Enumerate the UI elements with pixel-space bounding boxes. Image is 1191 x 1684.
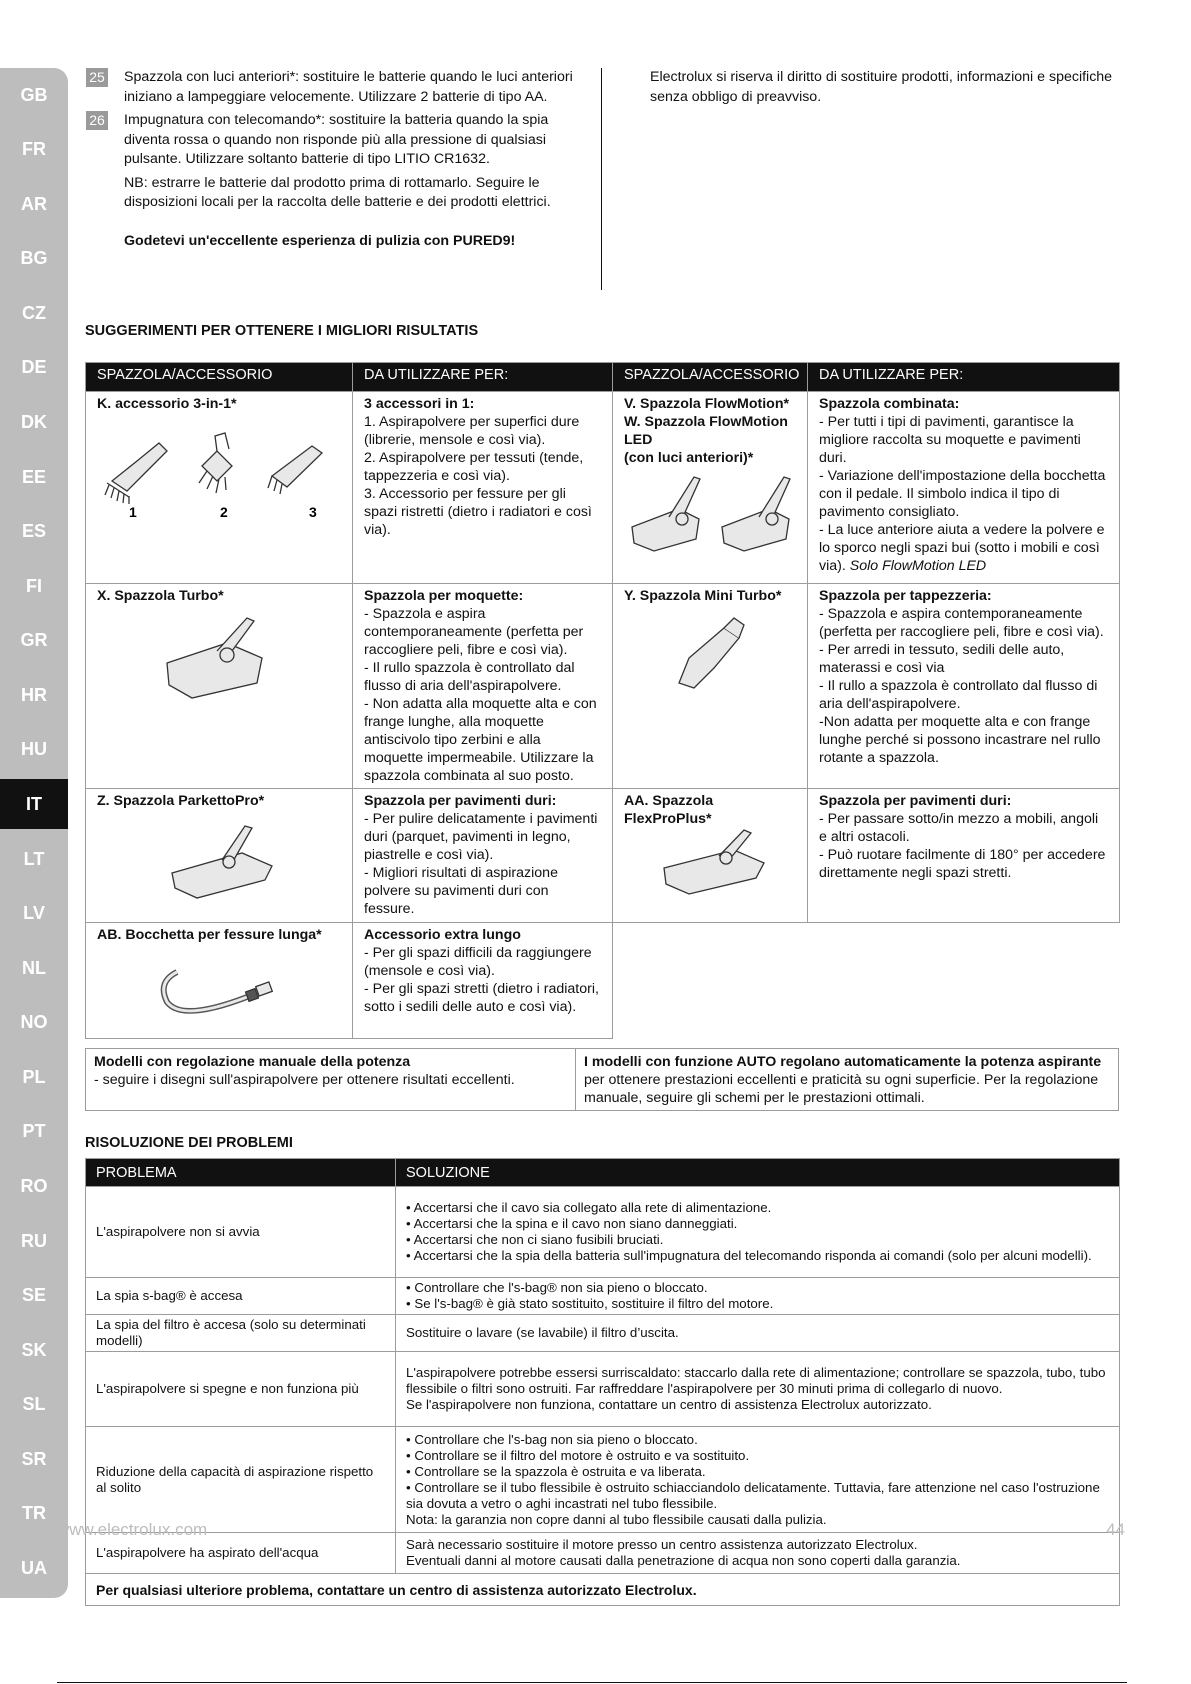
col-header: DA UTILIZZARE PER: [353,363,613,392]
item-number-badge: 25 [86,68,108,87]
auto-models-bold: I modelli con funzione AUTO regolano automaticamente la potenza aspirante [584,1054,1102,1070]
three-in-one-accessory-illustration [97,421,337,521]
problem-cell: La spia del filtro è accesa (solo su determinati modelli) [86,1315,396,1352]
lang-tab-lv[interactable]: LV [23,903,45,923]
accessory-cell [86,392,353,584]
page-number: 44 [1106,1520,1125,1539]
table-row [86,1533,1120,1574]
table-row [86,1315,1120,1352]
accessory-name: X. Spazzola Turbo* [97,588,224,604]
lang-tab-sr[interactable]: SR [21,1449,47,1469]
usage-title: 3 accessori in 1: [364,396,475,412]
troubleshooting-heading: RISOLUZIONE DEI PROBLEMI [85,1135,293,1151]
empty-cell [613,923,1120,1039]
accessory-name: AA. Spazzola FlexProPlus* [624,793,714,827]
problem-cell: L'aspirapolvere non si avvia [86,1187,396,1278]
accessory-name: K. accessorio 3-in-1* [97,396,237,412]
usage-title: Spazzola per pavimenti duri: [819,793,1012,809]
lang-tab-fi[interactable]: FI [26,576,42,596]
language-sidebar [0,68,68,1598]
accessory-name: Y. Spazzola Mini Turbo* [624,588,782,604]
manual-models-text: - seguire i disegni sull'aspirapolvere per ottenere risultati eccellenti. [94,1072,515,1088]
turbo-brush-illustration [97,613,337,703]
tips-heading: SUGGERIMENTI PER OTTENERE I MIGLIORI RISULTATIS [85,323,479,339]
col-header-problem: PROBLEMA [86,1159,396,1187]
table-row [86,1427,1120,1533]
accessory-label-2: 2 [220,504,228,520]
lang-tab-ee[interactable]: EE [21,467,46,487]
lang-tab-sk[interactable]: SK [21,1340,47,1360]
table-row [86,584,1120,789]
usage-text: - Spazzola e aspira contemporaneamente (perfetta per raccogliere peli, fibre e così via). - Il rullo spazzola è controllato dal flusso di aria dell'aspirapolvere. - Non adatta alla moquette alta e con frange lunghe, alla moquette antiscivolo tipo zerbini e alla moquette impermeabile. Utilizzare la spazzola combinata al suo posto. [364,606,597,784]
table-row [86,1187,1120,1278]
solution-cell: • Controllare che l's-bag non sia pieno o bloccato. • Controllare se il filtro del motore è ostruito e va sostituito. • Controllare se la spazzola è ostruita e va liberata. • Controllare se il tubo flessibile è ostruito schiacciandolo delicatamente. Tuttavia, fare attenzione nel caso l'ostruzione sia dovuta a vetro o aghi incastrati nel tubo flessibile. Nota: la garanzia non copre danni al tubo flessibile causati dalla pulizia. [396,1427,1120,1533]
usage-text: - Per gli spazi difficili da raggiungere (mensole e così via). - Per gli spazi stretti (dietro i radiatori, sotto i sedili delle auto e così via). [364,945,599,1015]
table-footer-row [86,1574,1120,1606]
footer-rule [57,1682,1127,1683]
tips-table [85,362,1120,1039]
table-row [86,392,1120,584]
usage-cell [353,584,613,789]
item-text: Spazzola con luci anteriori*: sostituire le batterie quando le luci anteriori iniziano a lampeggiare velocemente. Utilizzare 2 batterie di tipo AA. [124,69,573,105]
lang-tab-lt[interactable]: LT [23,849,45,869]
lang-tab-ar[interactable]: AR [21,194,47,214]
lang-tab-ua[interactable]: UA [21,1558,47,1578]
solution-cell: L'aspirapolvere potrebbe essersi surriscaldato: staccarlo dalla rete di alimentazione; controllare se spazzola, tubo, tubo flessibile o filtri sono ostruiti. Far raffreddare l'aspirapolvere per 30 minuti prima di collegarlo di nuovo. Se l'aspirapolvere non funziona, contattare un centro di assistenza Electrolux autorizzato. [396,1352,1120,1427]
usage-text-body: - Per tutti i tipi di pavimenti, garantisce la migliore raccolta su moquette e pavimenti duri. - Variazione dell'impostazione della bocchetta con il pedale. Il simbolo indica il tipo di pavimento consigliato. - La luce anteriore aiuta a vedere la polvere e lo sporco negli spazi bui (sotto i mobili e così via). [819,414,1106,574]
accessory-cell [613,392,808,584]
usage-note-italic: Solo FlowMotion LED [849,558,987,574]
mini-turbo-brush-illustration [624,613,794,693]
lang-tab-no[interactable]: NO [20,1012,48,1032]
lang-tab-nl[interactable]: NL [22,958,46,978]
problem-cell: La spia s-bag® è accesa [86,1278,396,1315]
usage-cell [808,789,1120,923]
flowmotion-nozzle-illustration [624,467,804,557]
troubleshooting-table [85,1158,1120,1606]
usage-cell [353,392,613,584]
tips-header-row [86,363,1120,392]
note-item-26 [86,111,591,170]
usage-title: Spazzola combinata: [819,396,960,412]
accessory-cell [613,789,808,923]
lang-tab-de[interactable]: DE [21,357,47,377]
flexproplus-brush-illustration [624,828,794,898]
lang-tab-fr[interactable]: FR [22,139,46,159]
accessory-cell [86,584,353,789]
item-number-badge: 26 [86,111,108,130]
lang-tab-hu[interactable]: HU [21,739,47,759]
accessory-cell [86,923,353,1039]
disposal-note: NB: estrarre le batterie dal prodotto prima di rottamarlo. Seguire le disposizioni locali per la raccolta delle batterie e dei prodotti elettrici. [124,174,551,210]
usage-title: Spazzola per moquette: [364,588,524,604]
auto-models-note [576,1049,1118,1110]
lang-tab-pt[interactable]: PT [22,1121,46,1141]
disclaimer: Electrolux si riserva il diritto di sostituire prodotti, informazioni e specifiche senza obbligo di preavviso. [650,69,1113,105]
table-row [86,923,1120,1039]
lang-tab-gb[interactable]: GB [20,85,48,105]
item-text: Impugnatura con telecomando*: sostituire la batteria quando la spia diventa rossa o quando non risponde più alla pressione di qualsiasi pulsante. Utilizzare soltanto batterie di tipo LITIO CR1632. [124,112,549,167]
usage-cell [808,392,1120,584]
usage-title: Spazzola per tappezzeria: [819,588,992,604]
usage-cell [353,789,613,923]
usage-text: - Spazzola e aspira contemporaneamente (perfetta per raccogliere peli, fibre e così via). - Per arredi in tessuto, sedili delle auto, materassi e così via - Il rullo a spazzola è controllato dal flusso di aria dell'aspirapolvere. -Non adatta per moquette alta e con frange lunghe perché si possono incastrare nel rullo rotante a spazzola. [819,606,1104,766]
col-header: DA UTILIZZARE PER: [808,363,1120,392]
accessory-name: V. Spazzola FlowMotion* W. Spazzola FlowMotion LED (con luci anteriori)* [624,396,790,466]
usage-title: Spazzola per pavimenti duri: [364,793,557,809]
usage-text: 1. Aspirapolvere per superfici dure (librerie, mensole e così via). 2. Aspirapolvere per tessuti (tende, tappezzeria e così via). 3. Accessorio per fessure per gli spazi ristretti (dietro i radiatori e così via). [364,414,592,538]
accessory-name: Z. Spazzola ParkettoPro* [97,793,265,809]
accessory-cell [86,789,353,923]
lang-tab-sl[interactable]: SL [22,1394,46,1414]
further-problems-note: Per qualsiasi ulteriore problema, contattare un centro di assistenza autorizzato Electrolux. [86,1574,1120,1606]
accessory-label-3: 3 [309,504,317,520]
troubleshooting-header-row [86,1159,1120,1187]
lang-tab-it-active[interactable]: IT [0,779,68,829]
solution-cell: • Accertarsi che il cavo sia collegato alla rete di alimentazione. • Accertarsi che la spina e il cavo non siano danneggiati. • Accertarsi che non ci siano fusibili bruciati. • Accertarsi che la spia della batteria sull'impugnatura del telecomando risponda ai comandi (solo per alcuni modelli). [396,1187,1120,1278]
auto-models-text: per ottenere prestazioni eccellenti e praticità su ogni superficie. Per la regolazione manuale, seguire gli schemi per le prestazioni ottimali. [584,1072,1099,1106]
accessory-label-1: 1 [129,504,137,520]
lang-tab-ru[interactable]: RU [21,1231,47,1251]
parkettopro-brush-illustration [97,818,337,908]
lang-tab-pl[interactable]: PL [22,1067,46,1087]
lang-tab-gr[interactable]: GR [20,630,48,650]
usage-cell [353,923,613,1039]
col-header: SPAZZOLA/ACCESSORIO [86,363,353,392]
lang-tab-es[interactable]: ES [21,521,46,541]
note-item-25 [86,68,591,107]
enjoy-message: Godetevi un'eccellente esperienza di pulizia con PURED9! [124,232,516,249]
long-crevice-nozzle-illustration [97,952,337,1022]
lang-tab-cz[interactable]: CZ [22,303,46,323]
lang-tab-dk[interactable]: DK [21,412,47,432]
problem-cell: L'aspirapolvere ha aspirato dell'acqua [86,1533,396,1574]
col-header-solution: SOLUZIONE [396,1159,1120,1187]
power-regulation-box [85,1048,1119,1111]
lang-tab-tr[interactable]: TR [22,1503,46,1523]
table-row [86,1352,1120,1427]
solution-cell: Sostituire o lavare (se lavabile) il filtro d’uscita. [396,1315,1120,1352]
battery-notes [86,68,591,249]
usage-text: - Per pulire delicatamente i pavimenti duri (parquet, pavimenti in legno, piastrelle e così via). - Migliori risultati di aspirazione polvere su pavimenti duri con fessure. [364,811,598,917]
lang-tab-ro[interactable]: RO [20,1176,48,1196]
table-row [86,1278,1120,1315]
col-header: SPAZZOLA/ACCESSORIO [613,363,808,392]
footer-url: www.electrolux.com [57,1520,208,1539]
solution-cell: Sarà necessario sostituire il motore presso un centro assistenza autorizzato Electrolux. Eventuali danni al motore causati dalla penetrazione di acqua non sono coperti dalla garanzia. [396,1533,1120,1574]
solution-cell: • Controllare che l's-bag® non sia pieno o bloccato. • Se l's-bag® è già stato sostituito, sostituire il filtro del motore. [396,1278,1120,1315]
lang-tab-se[interactable]: SE [21,1285,46,1305]
problem-cell: L'aspirapolvere si spegne e non funziona più [86,1352,396,1427]
manual-models-title: Modelli con regolazione manuale della potenza [94,1054,411,1070]
lang-tab-bg[interactable]: BG [20,248,48,268]
accessory-cell [613,584,808,789]
table-row [86,789,1120,923]
column-divider [601,68,602,290]
accessory-name: AB. Bocchetta per fessure lunga* [97,927,322,943]
usage-title: Accessorio extra lungo [364,927,521,943]
problem-cell: Riduzione della capacità di aspirazione rispetto al solito [86,1427,396,1533]
usage-text [819,413,1108,575]
lang-tab-hr[interactable]: HR [21,685,47,705]
manual-models-note [86,1049,576,1110]
usage-text: - Per passare sotto/in mezzo a mobili, angoli e altri ostacoli. - Può ruotare facilmente di 180° per accedere direttamente negli spazi stretti. [819,811,1106,881]
usage-cell [808,584,1120,789]
